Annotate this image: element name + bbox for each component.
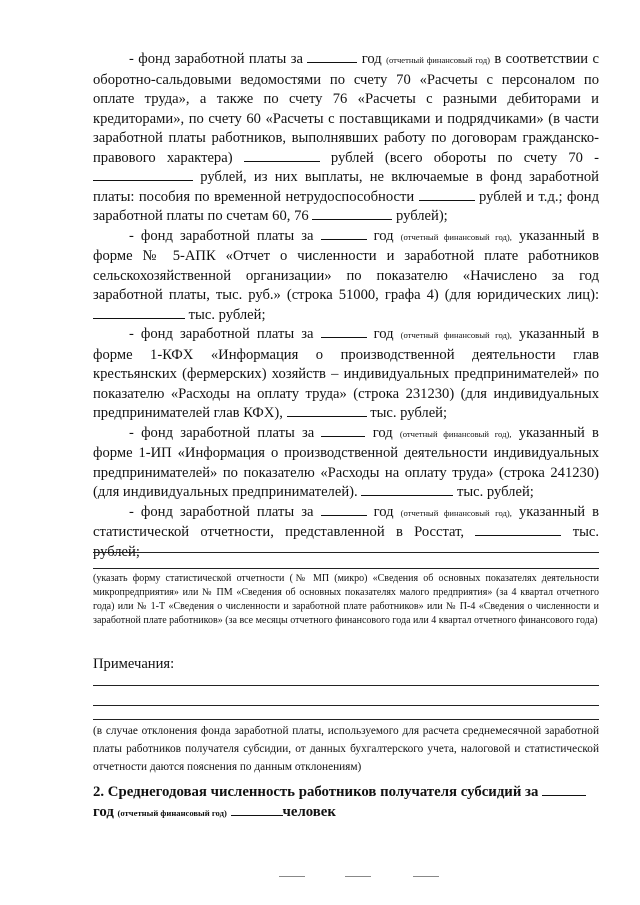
amount-field[interactable] [244, 149, 320, 162]
thousand-rubles-label: тыс. рублей; [93, 524, 599, 560]
payroll-label: - фонд заработной платы за [129, 503, 314, 520]
section-2-year-label: год [93, 804, 114, 820]
stat-form-line[interactable] [93, 552, 599, 553]
notes-line[interactable] [93, 685, 599, 686]
amount-field[interactable] [361, 483, 453, 496]
payroll-paragraph-5apk [93, 227, 599, 326]
year-field[interactable] [321, 503, 367, 516]
section-2-title: 2. Среднегодовая численность работников получателя субсидий за [93, 784, 539, 800]
year-label: год [373, 227, 394, 244]
payroll-label: - фонд заработной платы за [129, 51, 303, 67]
year-hint: (отчетный финансовый год) [386, 55, 490, 65]
payroll-label: - фонд заработной платы за [129, 326, 314, 342]
section-2-heading [93, 782, 599, 802]
accounts-60-76-text: рублей и т.д.; фонд заработной платы по счетам 60, 76 [93, 188, 599, 224]
year-hint: (отчетный финансовый год), [399, 428, 512, 439]
amount-field[interactable] [287, 404, 367, 417]
thousand-rubles-label: тыс. рублей; [188, 306, 266, 323]
accounts-text: в соответствии с оборотно-сальдовыми ведомостями по счету 70 «Расчеты с персоналом по оплате труда», а также по счету 76 «Расчеты с разными дебиторами и кредиторами», по счету 60 «Расчеты с поставщиками и подрядчиками» (в части заработной платы работников, выполнявших работу по договорам гражданско-правового характера) [93, 51, 600, 166]
payroll-label: - фонд заработной платы за [129, 424, 315, 441]
payroll-paragraph-rosstat [93, 503, 599, 563]
form-1kfh-text: указанный в форме 1-КФХ «Информация о производственной деятельности глав крестьянских (фермерских) хозяйств – индивидуальных предпринимателей» по показателю «Расходы на оплату труда» (строка 231230) (для индивидуальных предпринимателей глав КФХ), [93, 326, 599, 421]
form-1ip-text: указанный в форме 1-ИП «Информация о производственной деятельности индивидуальных предпринимателей» по показателю «Расходы на оплату труда» (строка 241230) (для индивидуальных предпринимателей). [93, 424, 599, 500]
deviation-hint: (в случае отклонения фонда заработной платы, используемого для расчета среднемесячной заработной платы работников получателя субсидии, от данных бухгалтерского учета, налоговой и статистической отчетности даются пояснения по данным отклонениям) [93, 725, 599, 773]
amount-field[interactable] [93, 306, 185, 319]
stat-form-line[interactable] [93, 568, 599, 569]
payroll-paragraph-1ip [93, 424, 599, 503]
rubles-label: рублей); [395, 208, 448, 224]
year-label: год [373, 503, 394, 520]
year-hint: (отчетный финансовый год), [400, 507, 512, 518]
section-2-line2 [93, 802, 599, 823]
year-hint: (отчетный финансовый год), [400, 330, 512, 340]
exclusions-text: рублей, из них выплаты, не включаемые в фонд заработной платы: пособия по временной нетрудоспособности [93, 169, 599, 205]
sick-leave-field[interactable] [419, 188, 475, 201]
year-field[interactable] [321, 325, 367, 338]
thousand-rubles-label: тыс. рублей; [370, 405, 448, 421]
footer-mark [345, 876, 371, 877]
payroll-paragraph-accounts [93, 50, 599, 227]
year-label: год [361, 51, 382, 67]
footer-mark [413, 876, 439, 877]
account70-text: рублей (всего обороты по счету 70 - [330, 149, 599, 166]
year-hint: (отчетный финансовый год) [117, 808, 227, 818]
employee-count-field[interactable] [231, 803, 283, 816]
year-label: год [372, 424, 393, 441]
thousand-rubles-label: тыс. рублей; [456, 484, 534, 500]
section-2 [93, 782, 599, 823]
year-label: год [373, 326, 394, 342]
amount-field[interactable] [475, 523, 561, 536]
persons-label: человек [282, 804, 336, 820]
year-field[interactable] [321, 227, 367, 240]
payroll-label: - фонд заработной платы за [129, 227, 314, 244]
section-2-year-field[interactable] [542, 783, 586, 796]
accounts-60-76-field[interactable] [312, 207, 392, 220]
account70-field[interactable] [93, 168, 193, 181]
notes-line[interactable] [93, 705, 599, 706]
notes-label: Примечания: [93, 656, 175, 672]
year-field[interactable] [307, 50, 357, 63]
year-field[interactable] [321, 424, 365, 437]
stat-form-hint: (указать форму статистической отчетности (№ МП (микро) «Сведения об основных показателях деятельности микропредприятия» или № ПМ «Сведения об основных показателях малого предприятия» (за 4 квартал отчетного года) или № 1-Т «Сведения о численности и заработной плате работников» или № П-4 «Сведения о численности и заработной плате работников» (за все месяцы отчетного финансового года или 4 квартал отчетного финансового года) [93, 573, 599, 626]
notes-line[interactable] [93, 719, 599, 720]
payroll-paragraph-1kfh [93, 325, 599, 424]
footer-mark [279, 876, 305, 877]
document-page [93, 50, 599, 562]
year-hint: (отчетный финансовый год), [400, 231, 512, 242]
form-5apk-text: указанный в форме № 5-АПК «Отчет о численности и заработной плате работников сельскохозяйственной организации» по показателю «Начислено за год заработной платы, тыс. руб.» (строка 51000, графа 4) (для юридических лиц): [93, 227, 599, 303]
rosstat-text: указанный в статистической отчетности, представленной в Росстат, [93, 503, 599, 540]
